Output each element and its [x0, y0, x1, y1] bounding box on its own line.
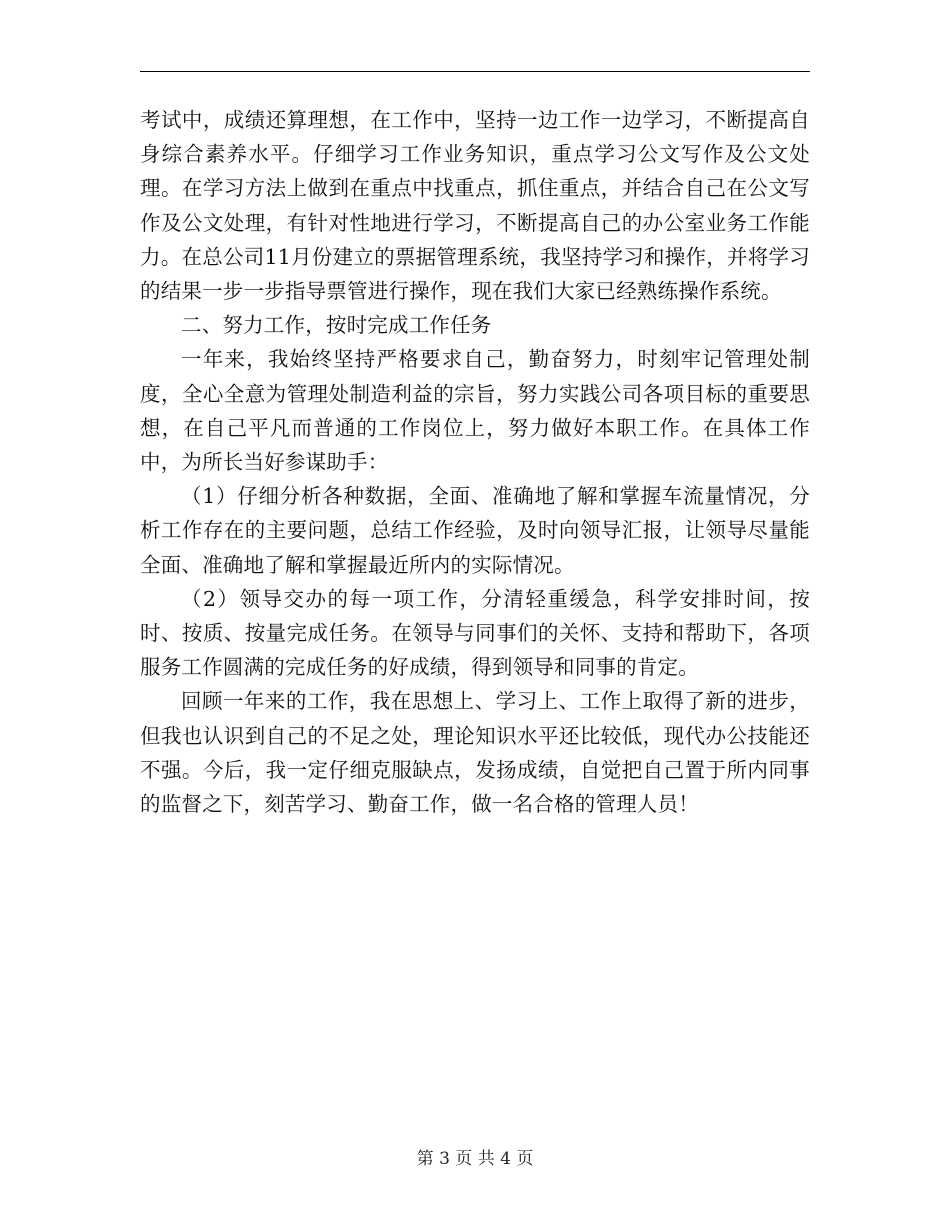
document-body [140, 103, 810, 821]
page-number-footer: 第 3 页 共 4 页 [416, 1149, 534, 1169]
list-item-1: （1）仔细分析各种数据，全面、准确地了解和掌握车流量情况，分析工作存在的主要问题，总结工作经验，及时向领导汇报，让领导尽量能全面、准确地了解和掌握最近所内的实际情况。 [140, 484, 810, 577]
section-heading: 二、努力工作，按时完成工作任务 [181, 313, 492, 338]
paragraph-overview: 一年来，我始终坚持严格要求自己，勤奋努力，时刻牢记管理处制度，全心全意为管理处制造利益的宗旨，努力实践公司各项目标的重要思想，在自己平凡而普通的工作岗位上，努力做好本职工作。在具体工作中，为所长当好参谋助手： [140, 347, 810, 475]
header-rule [140, 71, 810, 72]
paragraph-continued: 考试中，成绩还算理想，在工作中，坚持一边工作一边学习，不断提高自身综合素养水平。仔细学习工作业务知识，重点学习公文写作及公文处理。在学习方法上做到在重点中找重点，抓住重点，并结合自己在公文写作及公文处理，有针对性地进行学习，不断提高自己的办公室业务工作能力。在总公司11月份建立的票据管理系统，我坚持学习和操作，并将学习的结果一步一步指导票管进行操作，现在我们大家已经熟练操作系统。 [140, 108, 810, 304]
list-item-2: （2）领导交办的每一项工作，分清轻重缓急，科学安排时间，按时、按质、按量完成任务。在领导与同事们的关怀、支持和帮助下，各项服务工作圆满的完成任务的好成绩，得到领导和同事的肯定。 [140, 586, 810, 680]
paragraph-conclusion: 回顾一年来的工作，我在思想上、学习上、工作上取得了新的进步，但我也认识到自己的不足之处，理论知识水平还比较低，现代办公技能还不强。今后，我一定仔细克服缺点，发扬成绩，自觉把自己置于所内同事的监督之下，刻苦学习、勤奋工作，做一名合格的管理人员！ [140, 689, 810, 817]
